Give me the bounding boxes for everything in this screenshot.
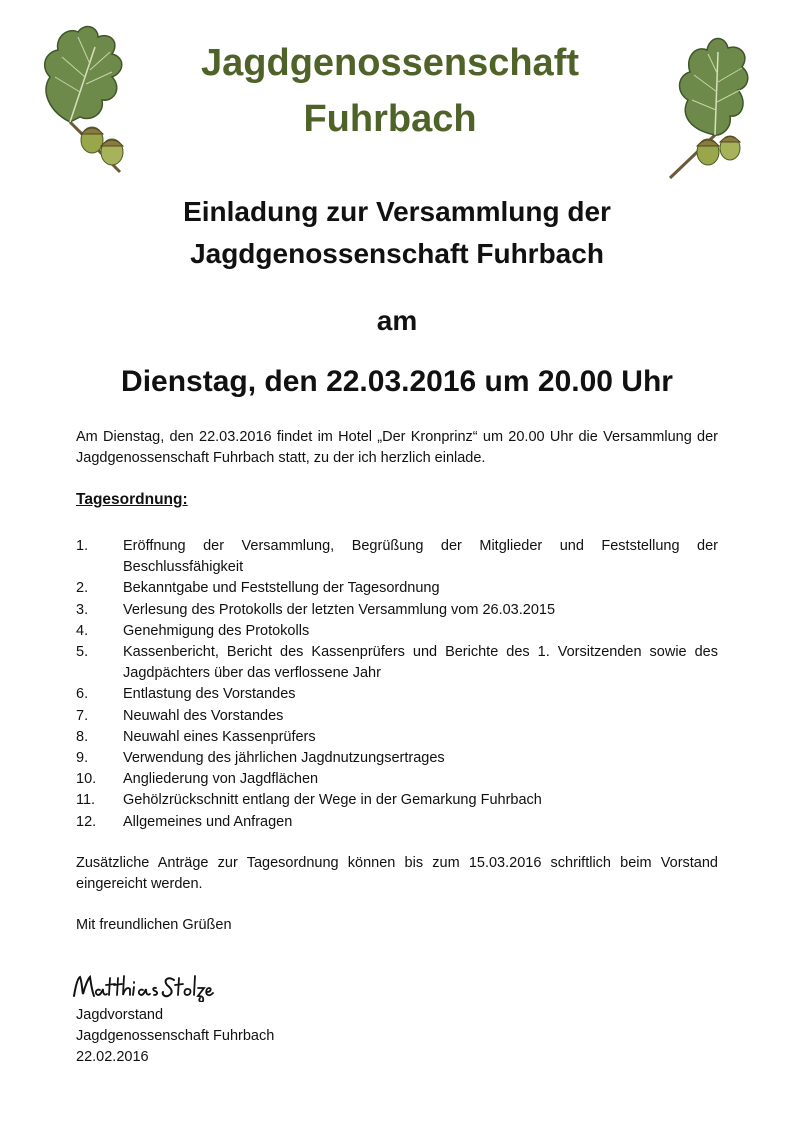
invitation-am: am [376, 305, 418, 336]
agenda-item-text: Angliederung von Jagdflächen [123, 771, 319, 788]
agenda-item-text: Verwendung des jährlichen Jagdnutzungsertrages [123, 750, 445, 767]
agenda-item-number: 7. [76, 707, 89, 724]
agenda-item-number: 1. [76, 538, 89, 554]
agenda-item-number: 11. [76, 792, 96, 809]
agenda-item-text: Entlastung des Vorstandes [123, 686, 296, 703]
agenda-item-number: 10. [76, 771, 97, 788]
signature-role: Jagdvorstand [76, 1007, 164, 1023]
agenda-item-text: Neuwahl eines Kassenprüfers [123, 728, 316, 745]
agenda-list [76, 536, 718, 833]
additional-requests-paragraph: Zusätzliche Anträge zur Tagesordnung können bis zum 15.03.2016 schriftlich beim Vorstand eingereicht werden. [76, 855, 718, 892]
signature-org: Jagdgenossenschaft Fuhrbach [76, 1028, 275, 1044]
agenda-item [76, 812, 718, 833]
agenda-item-number: 2. [76, 580, 89, 597]
agenda-item-number: 8. [76, 728, 89, 745]
agenda-item-text: Kassenbericht, Bericht des Kassenprüfers und Berichte des 1. Vorsitzenden sowie des Jagdpächters über das verflossene Jahr [123, 644, 718, 682]
agenda-item [76, 727, 718, 748]
oak-leaf-left-icon [40, 22, 140, 185]
agenda-item-text: Genehmigung des Protokolls [123, 622, 310, 639]
signature-date: 22.02.2016 [76, 1049, 149, 1065]
agenda-item-text: Verlesung des Protokolls der letzten Versammlung vom 26.03.2015 [123, 601, 556, 618]
invitation-title-line1: Einladung zur Versammlung der [183, 196, 611, 227]
agenda-item-text: Neuwahl des Vorstandes [123, 707, 284, 724]
agenda-item [76, 748, 718, 769]
agenda-item [76, 600, 718, 621]
agenda-item-number: 3. [76, 601, 89, 618]
agenda-item-text: Eröffnung der Versammlung, Begrüßung der Mitglieder und Feststellung der Beschlussfähigkeit [123, 538, 718, 576]
handwritten-signature [70, 972, 215, 1007]
agenda-item [76, 769, 718, 790]
agenda-item [76, 621, 718, 642]
agenda-item-number: 4. [76, 622, 89, 639]
agenda-item [76, 790, 718, 811]
agenda-item [76, 536, 718, 578]
agenda-item [76, 642, 718, 684]
org-title-line1: Jagdgenossenschaft [201, 42, 579, 84]
org-title-line2: Fuhrbach [303, 98, 477, 140]
agenda-item [76, 578, 718, 599]
invitation-title-line2: Jagdgenossenschaft Fuhrbach [190, 238, 604, 269]
agenda-item [76, 706, 718, 727]
intro-paragraph: Am Dienstag, den 22.03.2016 findet im Hotel „Der Kronprinz“ um 20.00 Uhr die Versammlung der Jagdgenossenschaft Fuhrbach statt, zu der ich herzlich einlade. [76, 429, 718, 466]
invitation-date: Dienstag, den 22.03.2016 um 20.00 Uhr [121, 365, 673, 398]
agenda-item-text: Allgemeines und Anfragen [123, 813, 293, 830]
greeting: Mit freundlichen Grüßen [76, 917, 232, 933]
signature-block [76, 1005, 274, 1068]
agenda-item-number: 5. [76, 644, 89, 661]
agenda-item-number: 6. [76, 686, 89, 703]
oak-leaf-right-icon [660, 30, 755, 190]
agenda-title: Tagesordnung: [76, 491, 188, 508]
agenda-item [76, 684, 718, 705]
agenda-item-number: 12. [76, 813, 97, 830]
agenda-item-text: Gehölzrückschnitt entlang der Wege in der Gemarkung Fuhrbach [123, 792, 542, 809]
agenda-item-number: 9. [76, 750, 89, 767]
agenda-item-text: Bekanntgabe und Feststellung der Tagesordnung [123, 580, 440, 597]
